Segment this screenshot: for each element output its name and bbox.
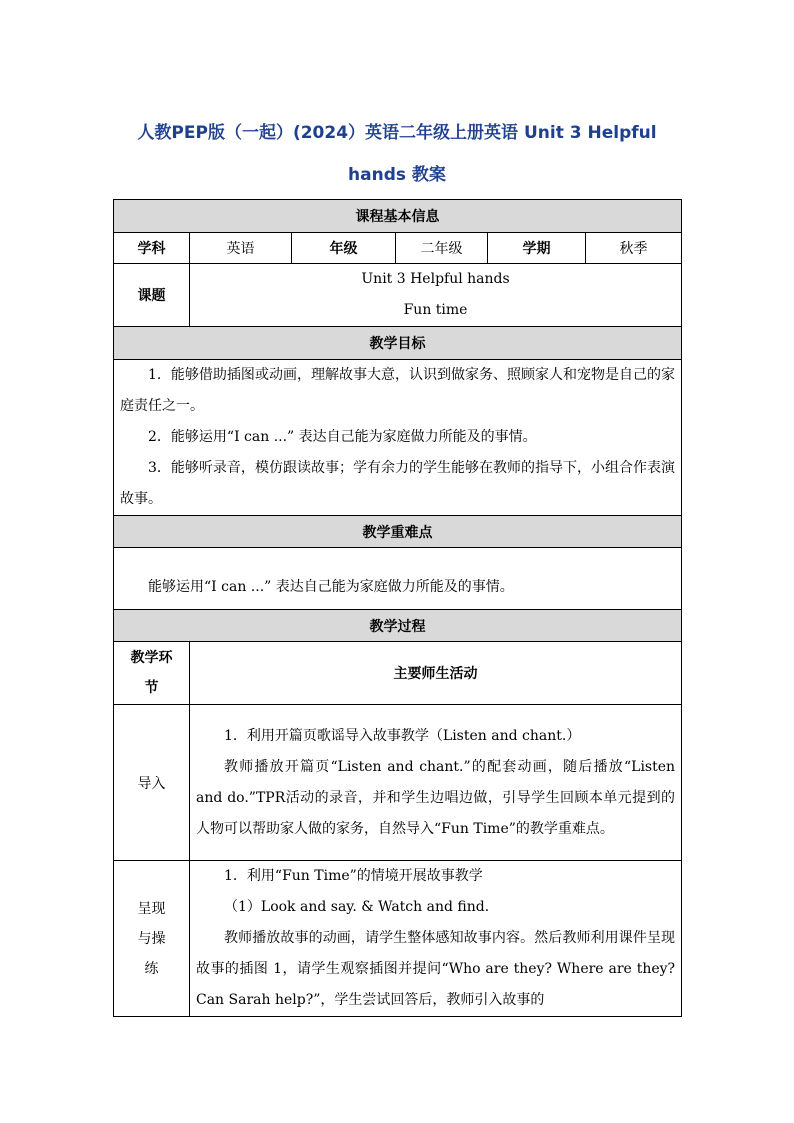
key-points-header: 教学重难点	[114, 516, 682, 548]
subject-label: 学科	[114, 233, 190, 264]
basic-info-header: 课程基本信息	[114, 200, 682, 233]
activity-line: 教师播放故事的动画，请学生整体感知故事内容。然后教师利用课件呈现故事的插图 1，请学生观察插图并提问“Who are they? Where are they? Can Sarah help?”，学生尝试回答后，教师引入故事的	[196, 930, 676, 1008]
process-activities-intro	[190, 705, 682, 861]
term-label: 学期	[488, 233, 586, 264]
topic-label: 课题	[114, 264, 190, 327]
process-stage-column-header: 教学环节	[114, 642, 190, 705]
topic-line-1: Unit 3 Helpful hands	[361, 271, 510, 287]
document-title-line-2: hands 教案	[348, 165, 446, 185]
activity-line: 教师播放开篇页“Listen and chant.”的配套动画，随后播放“Listen and do.”TPR活动的录音，并和学生边唱边做，引导学生回顾本单元提到的人物可以帮助家人做的家务，自然导入“Fun Time”的教学重难点。	[196, 758, 676, 837]
process-activity-column-header: 主要师生活动	[190, 642, 682, 705]
process-header: 教学过程	[114, 610, 682, 642]
objective-item: 1．能够借助插图或动画，理解故事大意，认识到做家务、照顾家人和宠物是自己的家庭责任之一。	[120, 367, 676, 414]
document-title-line-1: 人教PEP版（一起）(2024）英语二年级上册英语 Unit 3 Helpful	[137, 123, 657, 143]
topic-value	[190, 264, 682, 327]
process-stage-presentation: 呈现与操练	[114, 861, 190, 1017]
key-points-text: 能够运用“I can ...” 表达自己能为家庭做力所能及的事情。	[148, 579, 514, 595]
activity-line: 1．利用“Fun Time”的情境开展故事教学	[224, 868, 483, 884]
grade-value: 二年级	[396, 233, 488, 264]
objectives-header: 教学目标	[114, 327, 682, 360]
objective-item: 3．能够听录音，模仿跟读故事；学有余力的学生能够在教师的指导下，小组合作表演故事。	[120, 460, 676, 507]
process-stage-intro: 导入	[114, 705, 190, 861]
process-activities-presentation	[190, 861, 682, 1017]
subject-value: 英语	[190, 233, 292, 264]
topic-line-2: Fun time	[403, 302, 468, 318]
grade-label: 年级	[292, 233, 396, 264]
activity-line: 1．利用开篇页歌谣导入故事教学（Listen and chant.）	[224, 727, 581, 744]
objectives-body	[114, 360, 682, 516]
term-value: 秋季	[586, 233, 682, 264]
lesson-plan-table	[113, 199, 682, 1017]
objective-item: 2．能够运用“I can ...” 表达自己能为家庭做力所能及的事情。	[148, 429, 537, 445]
activity-line: （1）Look and say. & Watch and find.	[224, 899, 490, 915]
key-points-body	[114, 548, 682, 610]
